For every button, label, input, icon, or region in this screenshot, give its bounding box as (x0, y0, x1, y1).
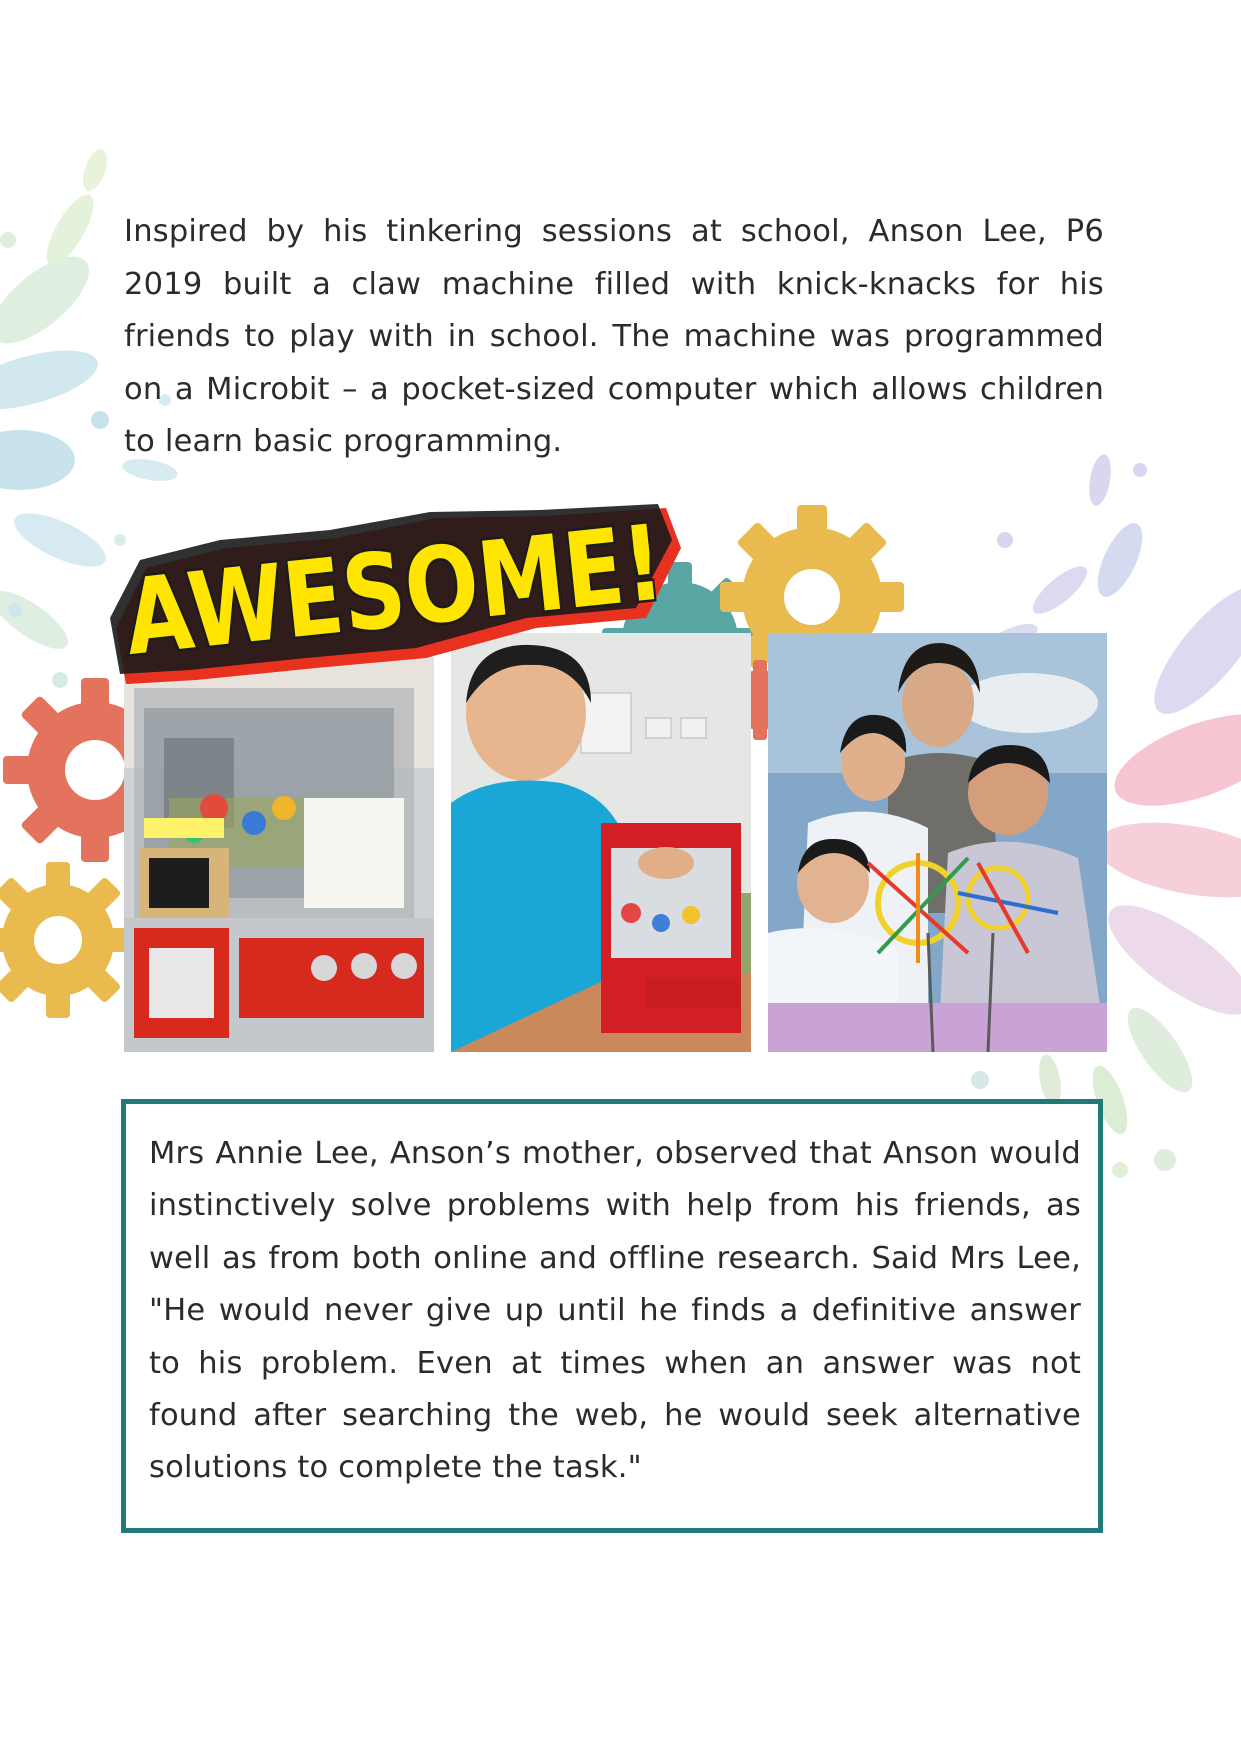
photo-claw-machine (124, 648, 434, 1052)
quote-paragraph: Mrs Annie Lee, Anson’s mother, observed that Anson would instinctively solve problems with help from his friends, as well as from both online and offline research. Said Mrs Lee, "He would never give up until he finds a definitive answer to his problem. Even at times when an answer was not found after searching the web, he would seek alternative solutions to complete the task." (149, 1136, 1081, 1486)
photo-family (768, 633, 1107, 1052)
intro-paragraph: Inspired by his tinkering sessions at school, Anson Lee, P6 2019 built a claw machine filled with knick-knacks for his friends to play with in school. The machine was programmed on a Microbit – a pocket-sized computer which allows children to learn basic programming. (124, 214, 1104, 459)
awesome-banner (106, 490, 776, 684)
gear-yellow-left-icon (0, 862, 136, 1018)
photo-anson-with-machine (451, 633, 751, 1052)
quote-box (121, 1099, 1103, 1533)
awesome-banner-text: AWESOME! (119, 490, 776, 679)
